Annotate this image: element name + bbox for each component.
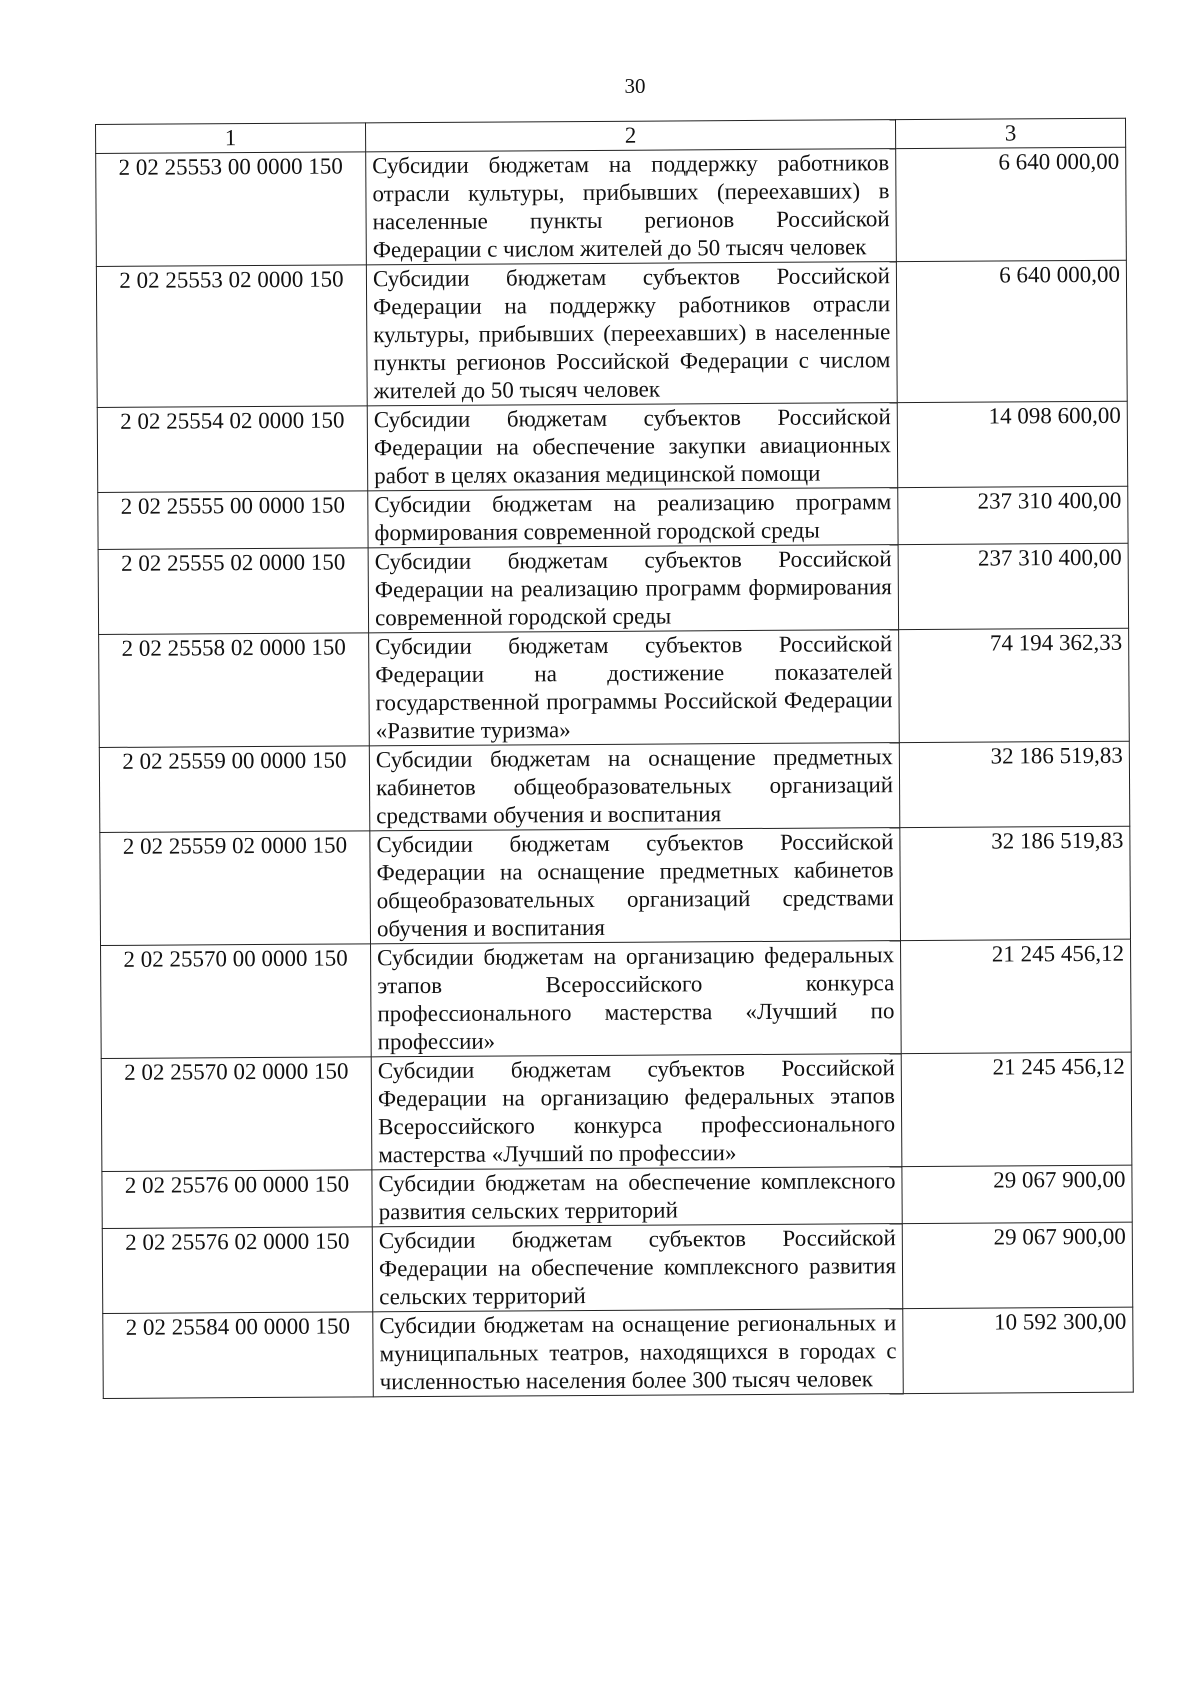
amount-cell: 21 245 456,12 — [901, 939, 1132, 1053]
description-cell: Субсидии бюджетам на реализацию программ формирования современной городской среды — [368, 488, 898, 548]
budget-code-cell: 2 02 25559 02 0000 150 — [100, 831, 371, 946]
description-cell: Субсидии бюджетам субъектов Российской Федерации на достижение показателей государственной программы Российской Федерации «Развитие туризма» — [369, 630, 900, 746]
budget-code-cell: 2 02 25559 00 0000 150 — [99, 746, 370, 833]
amount-cell: 10 592 300,00 — [903, 1307, 1134, 1393]
description-cell: Субсидии бюджетам субъектов Российской Федерации на поддержку работников отрасли культуры, прибывших (переехавших) в населенные пункты регионов Российской Федерации с числом жителей до 50 тысяч человек — [366, 262, 897, 406]
table-row — [100, 826, 1131, 945]
amount-cell: 14 098 600,00 — [897, 401, 1128, 487]
description-cell: Субсидии бюджетам на оснащение региональных и муниципальных театров, находящихся в городах с численностью населения более 300 тысяч человек — [373, 1309, 904, 1397]
budget-code-cell: 2 02 25554 02 0000 150 — [97, 406, 368, 493]
amount-cell: 6 640 000,00 — [896, 260, 1127, 402]
table-row — [101, 939, 1132, 1058]
table-row — [96, 147, 1127, 266]
amount-cell: 29 067 900,00 — [902, 1222, 1133, 1308]
budget-code-cell: 2 02 25553 00 0000 150 — [96, 152, 367, 267]
table-row — [98, 543, 1129, 634]
budget-code-cell: 2 02 25584 00 0000 150 — [103, 1312, 374, 1399]
budget-code-cell: 2 02 25555 00 0000 150 — [98, 491, 368, 550]
table-row — [102, 1222, 1133, 1313]
amount-cell: 21 245 456,12 — [901, 1052, 1132, 1166]
budget-code-cell: 2 02 25570 02 0000 150 — [101, 1057, 372, 1172]
description-cell: Субсидии бюджетам субъектов Российской Федерации на организацию федеральных этапов Всероссийского конкурса профессионального мастерства «Лучший по профессии» — [371, 1054, 902, 1170]
description-cell: Субсидии бюджетам на поддержку работников отрасли культуры, прибывших (переехавших) в населенные пункты регионов Российской Федерации с числом жителей до 50 тысяч человек — [366, 149, 897, 265]
table-row — [98, 486, 1128, 549]
budget-code-cell: 2 02 25558 02 0000 150 — [99, 633, 370, 748]
budget-code-cell: 2 02 25576 00 0000 150 — [102, 1170, 372, 1229]
table-row — [101, 1052, 1132, 1171]
amount-cell: 32 186 519,83 — [900, 826, 1131, 940]
budget-table — [95, 118, 1134, 1399]
budget-code-cell: 2 02 25555 02 0000 150 — [98, 548, 369, 635]
table-row — [103, 1307, 1134, 1398]
table-row — [97, 401, 1128, 492]
amount-cell: 237 310 400,00 — [898, 486, 1128, 544]
amount-cell: 74 194 362,33 — [899, 628, 1130, 742]
column-header-code: 1 — [96, 123, 366, 154]
table-row — [99, 741, 1130, 832]
description-cell: Субсидии бюджетам на организацию федеральных этапов Всероссийского конкурса профессионального мастерства «Лучший по профессии» — [371, 941, 902, 1057]
description-cell: Субсидии бюджетам субъектов Российской Федерации на реализацию программ формирования современной городской среды — [368, 545, 899, 633]
amount-cell: 6 640 000,00 — [896, 147, 1127, 261]
budget-code-cell: 2 02 25570 00 0000 150 — [101, 944, 372, 1059]
table-row — [96, 260, 1127, 407]
column-header-name: 2 — [365, 120, 895, 152]
table-row — [99, 628, 1130, 747]
amount-cell: 32 186 519,83 — [899, 741, 1130, 827]
amount-cell: 237 310 400,00 — [898, 543, 1129, 629]
table-row — [102, 1165, 1132, 1228]
description-cell: Субсидии бюджетам на оснащение предметных кабинетов общеобразовательных организаций средствами обучения и воспитания — [369, 743, 900, 831]
description-cell: Субсидии бюджетам субъектов Российской Федерации на обеспечение закупки авиационных работ в целях оказания медицинской помощи — [367, 403, 898, 491]
budget-code-cell: 2 02 25576 02 0000 150 — [102, 1227, 373, 1314]
amount-cell: 29 067 900,00 — [902, 1165, 1132, 1223]
page-number: 30 — [624, 74, 646, 98]
column-header-amount: 3 — [895, 118, 1125, 148]
description-cell: Субсидии бюджетам на обеспечение комплексного развития сельских территорий — [372, 1167, 902, 1227]
description-cell: Субсидии бюджетам субъектов Российской Федерации на обеспечение комплексного развития сельских территорий — [372, 1224, 903, 1312]
description-cell: Субсидии бюджетам субъектов Российской Федерации на оснащение предметных кабинетов общеобразовательных организаций средствами обучения и воспитания — [370, 828, 901, 944]
budget-code-cell: 2 02 25553 02 0000 150 — [96, 265, 367, 408]
